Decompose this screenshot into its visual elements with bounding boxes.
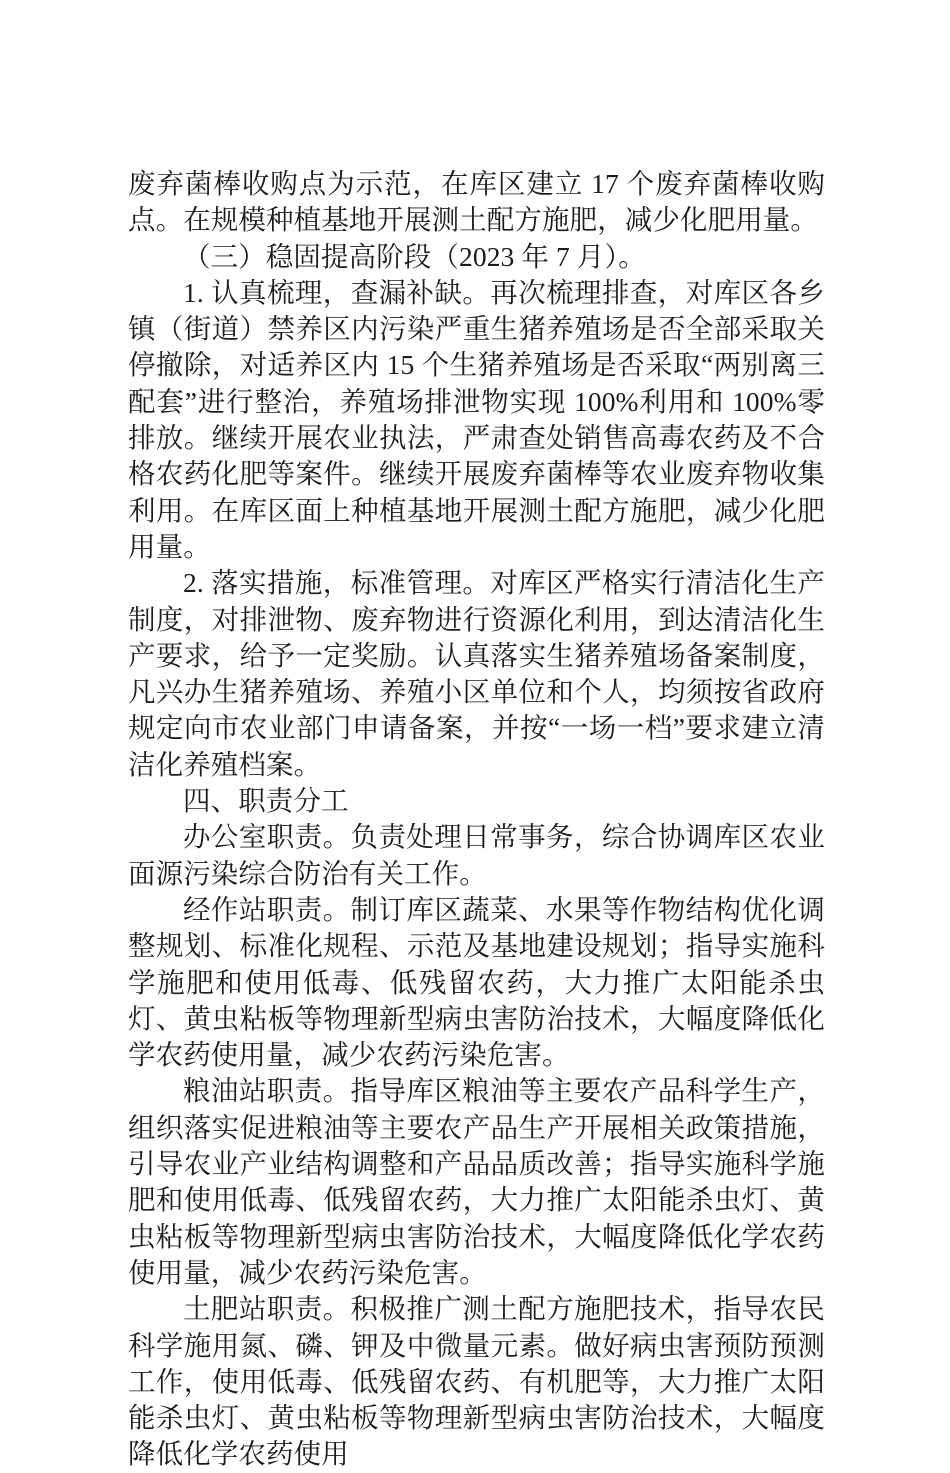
- paragraph-phase-three-heading: （三）稳固提高阶段（2023 年 7 月）。: [183, 240, 646, 272]
- document-text-column: [128, 166, 825, 1473]
- paragraph-cash-crop-station-duties: 经作站职责。制订库区蔬菜、水果等作物结构优化调整规划、标准化规程、示范及基地建设规划；指导实施科学施肥和使用低毒、低残留农药，大力推广太阳能杀虫灯、黄虫粘板等物理新型病虫害防治技术，大幅度降低化学农药使用量，减少农药污染危害。: [128, 893, 825, 1071]
- paragraph-office-duties: 办公室职责。负责处理日常事务，综合协调库区农业面源污染综合防治有关工作。: [128, 821, 825, 889]
- section-heading-four-duties: 四、职责分工: [183, 785, 349, 817]
- paragraph-item-1-review: 1. 认真梳理，查漏补缺。再次梳理排查，对库区各乡镇（街道）禁养区内污染严重生猪养殖场是否全部采取关停撤除，对适养区内 15 个生猪养殖场是否采取“两别离三配套”进行整治，养殖场排泄物实现 100%利用和 100%零排放。继续开展农业执法，严肃查处销售高毒农药及不合格农药化肥等案件。继续开展废弃菌棒等农业废弃物收集利用。在库区面上种植基地开展测土配方施肥，减少化肥用量。: [128, 276, 825, 562]
- paragraph-grain-oil-station-duties: 粮油站职责。指导库区粮油等主要农产品科学生产，组织落实促进粮油等主要农产品生产开展相关政策措施，引导农业产业结构调整和产品品质改善；指导实施科学施肥和使用低毒、低残留农药，大力推广太阳能杀虫灯、黄虫粘板等物理新型病虫害防治技术，大幅度降低化学农药使用量，减少农药污染危害。: [128, 1075, 825, 1288]
- paragraph-soil-fertilizer-station-duties: 土肥站职责。积极推广测土配方施肥技术，指导农民科学施用氮、磷、钾及中微量元素。做好病虫害预防预测工作，使用低毒、低残留农药、有机肥等，大力推广太阳能杀虫灯、黄虫粘板等物理新型病虫害防治技术，大幅度降低化学农药使用: [128, 1293, 825, 1470]
- paragraph-item-2-measures: 2. 落实措施，标准管理。对库区严格实行清洁化生产制度，对排泄物、废弃物进行资源化利用，到达清洁化生产要求，给予一定奖励。认真落实生猪养殖场备案制度，凡兴办生猪养殖场、养殖小区单位和个人，均须按省政府规定向市农业部门申请备案，并按“一场一档”要求建立清洁化养殖档案。: [128, 567, 825, 780]
- paragraph-continuation-mushroom-stick: 废弃菌棒收购点为示范，在库区建立 17 个废弃菌棒收购点。在规模种植基地开展测土配方施肥，减少化肥用量。: [128, 168, 825, 236]
